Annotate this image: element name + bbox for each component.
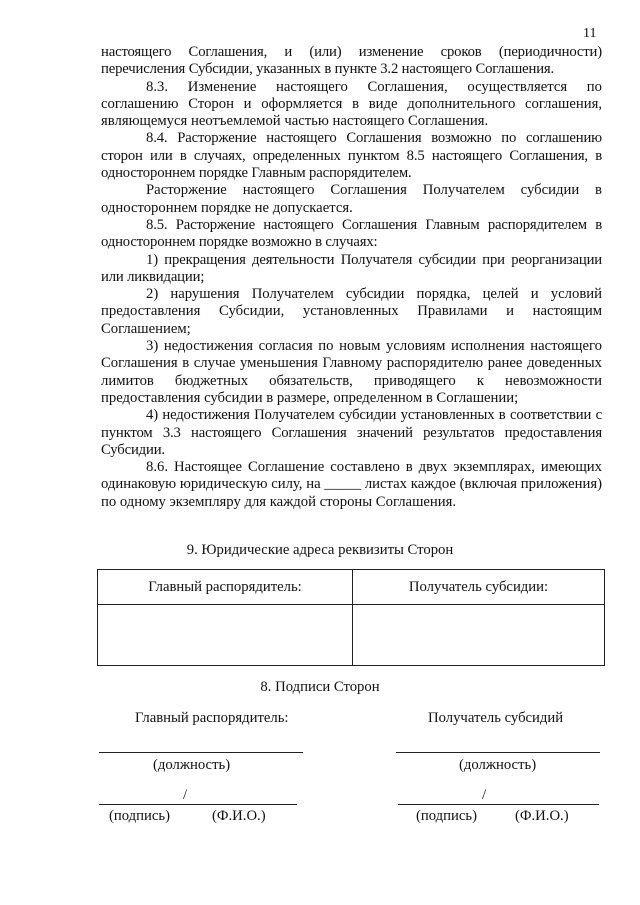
- addresses-cell-left: [98, 605, 353, 666]
- signature-line-right: [398, 804, 599, 805]
- signature-label-right: (подпись): [416, 808, 477, 824]
- page-number: 11: [583, 26, 597, 41]
- signature-label-left: (подпись): [109, 808, 170, 824]
- section-8-title: 8. Подписи Сторон: [260, 679, 380, 695]
- paragraph-8-6: 8.6. Настоящее Соглашение составлено в двух экземплярах, имеющих одинаковую юридическую силу, на _____ листах каждое (включая приложения) по одному экземпляру для каждой стороны Соглашения.: [101, 459, 602, 510]
- section-9-title: 9. Юридические адреса реквизиты Сторон: [186, 542, 454, 558]
- signature-right-party: Получатель субсидий: [428, 710, 564, 726]
- addresses-table: [97, 569, 605, 666]
- paragraph-8-3: 8.3. Изменение настоящего Соглашения, осуществляется по соглашению Сторон и оформляется в виде дополнительного соглашения, являющемуся неотъемлемой частью настоящего Соглашения.: [101, 78, 602, 130]
- addresses-header-left: Главный распорядитель:: [98, 570, 353, 605]
- signature-slash-right: /: [482, 787, 487, 803]
- signature-line-left: [99, 804, 297, 805]
- addresses-cell-right: [353, 605, 605, 666]
- paragraph-termination-recipient: Расторжение настоящего Соглашения Получателем субсидии в одностороннем порядке не допускается.: [101, 182, 602, 216]
- signature-left-party: Главный распорядитель:: [135, 710, 289, 726]
- paragraph-8-5: 8.5. Расторжение настоящего Соглашения Главным распорядителем в одностороннем порядке возможно в случаях:: [101, 216, 602, 251]
- agreement-text: [101, 44, 602, 511]
- paragraph-continuation: настоящего Соглашения, и (или) изменение сроков (периодичности) перечисления Субсидии, указанных в пункте 3.2 настоящего Соглашения.: [101, 44, 602, 78]
- addresses-header-right: Получатель субсидии:: [353, 570, 605, 605]
- list-item-2: 2) нарушения Получателем субсидии порядка, целей и условий предоставления Субсидии, установленных Правилами и настоящим Соглашением;: [101, 286, 602, 337]
- list-item-1: 1) прекращения деятельности Получателя субсидии при реорганизации или ликвидации;: [101, 251, 602, 285]
- position-label-right: (должность): [459, 757, 537, 773]
- position-line-left: [99, 752, 303, 753]
- fio-label-right: (Ф.И.О.): [515, 808, 569, 824]
- position-label-left: (должность): [153, 757, 231, 773]
- signature-slash-left: /: [183, 787, 188, 803]
- list-item-3: 3) недостижения согласия по новым условиям исполнения настоящего Соглашения в случае уменьшения Главному распорядителю ранее доведенных лимитов бюджетных обязательств, приводящего к невозможности предоставления субсидии в размере, определенном в Соглашении;: [101, 338, 602, 406]
- fio-label-left: (Ф.И.О.): [212, 808, 266, 824]
- list-item-4: 4) недостижения Получателем субсидии установленных в соответствии с пунктом 3.3 настоящего Соглашения значений результатов предоставления Субсидии.: [101, 407, 602, 458]
- paragraph-8-4: 8.4. Расторжение настоящего Соглашения возможно по соглашению сторон или в случаях, определенных пунктом 8.5 настоящего Соглашения, в одностороннем порядке Главным распорядителем.: [101, 130, 602, 182]
- position-line-right: [396, 752, 600, 753]
